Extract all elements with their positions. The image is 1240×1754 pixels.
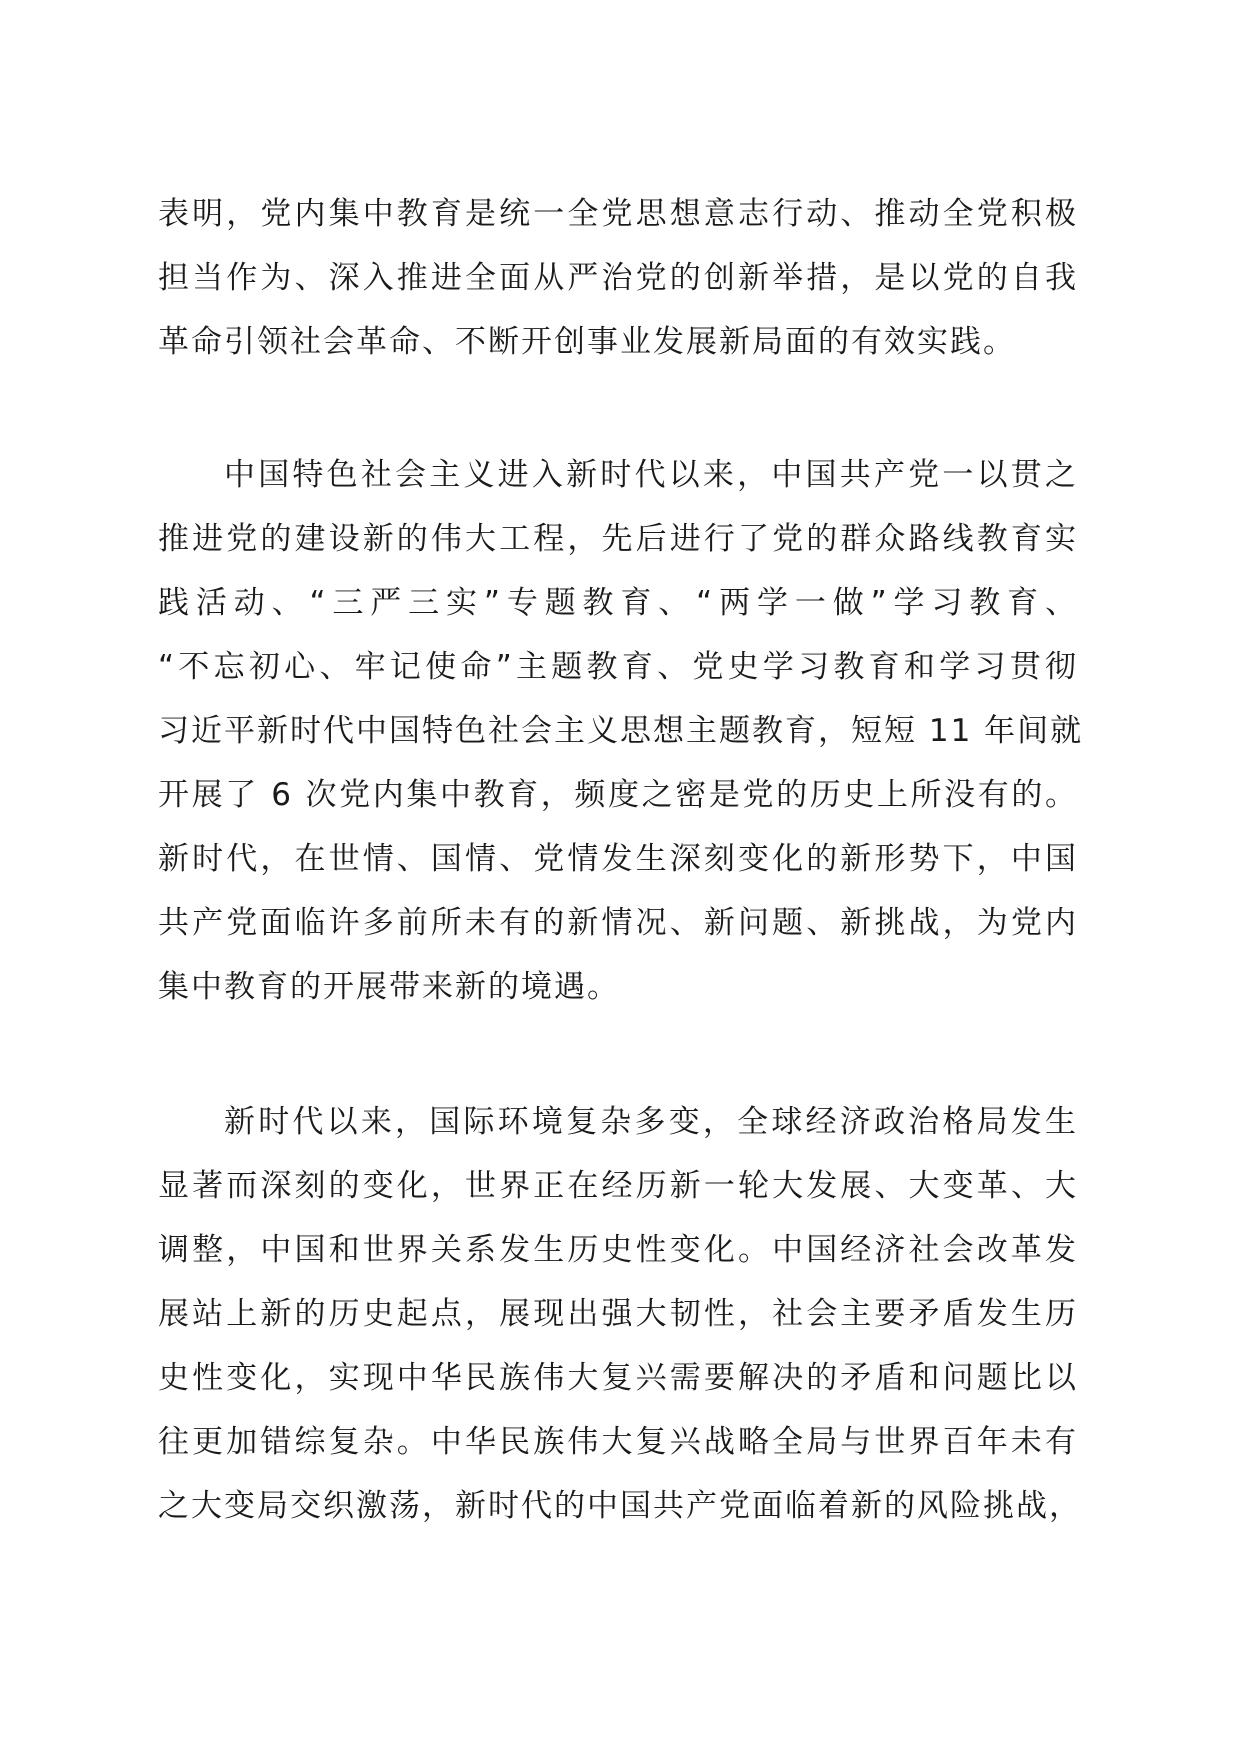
text-line: 展站上新的历史起点，展现出强大韧性，社会主要矛盾发生历 [158,1296,1078,1332]
text-line: 革命引领社会革命、不断开创事业发展新局面的有效实践。 [158,324,1016,360]
text-line: 践活动、“三严三实”专题教育、“两学一做”学习教育、 [158,585,1078,621]
text-line: 中国特色社会主义进入新时代以来，中国共产党一以贯之 [224,457,1078,493]
paragraph-3 [158,1090,1082,1538]
text-line: 开展了 6 次党内集中教育，频度之密是党的历史上所没有的。 [158,777,1078,813]
text-line: 担当作为、深入推进全面从严治党的创新举措，是以党的自我 [158,260,1078,296]
paragraph-2 [158,443,1084,1019]
text-line: 显著而深刻的变化，世界正在经历新一轮大发展、大变革、大 [158,1168,1078,1204]
text-line: 新时代以来，国际环境复杂多变，全球经济政治格局发生 [224,1104,1078,1140]
text-line: “不忘初心、牢记使命”主题教育、党史学习教育和学习贯彻 [158,649,1078,685]
text-line: 史性变化，实现中华民族伟大复兴需要解决的矛盾和问题比以 [158,1360,1078,1396]
text-line: 共产党面临许多前所未有的新情况、新问题、新挑战，为党内 [158,905,1078,941]
text-line: 调整，中国和世界关系发生历史性变化。中国经济社会改革发 [158,1232,1078,1268]
paragraph-1 [158,182,1078,374]
text-line: 推进党的建设新的伟大工程，先后进行了党的群众路线教育实 [158,521,1078,557]
text-line: 新时代，在世情、国情、党情发生深刻变化的新形势下，中国 [158,841,1078,877]
text-line: 习近平新时代中国特色社会主义思想主题教育，短短 11 年间就 [158,713,1084,749]
text-line: 集中教育的开展带来新的境遇。 [158,969,620,1005]
text-line: 往更加错综复杂。中华民族伟大复兴战略全局与世界百年未有 [158,1424,1078,1460]
text-line: 之大变局交织激荡，新时代的中国共产党面临着新的风险挑战， [158,1488,1082,1524]
text-line: 表明，党内集中教育是统一全党思想意志行动、推动全党积极 [158,196,1078,232]
